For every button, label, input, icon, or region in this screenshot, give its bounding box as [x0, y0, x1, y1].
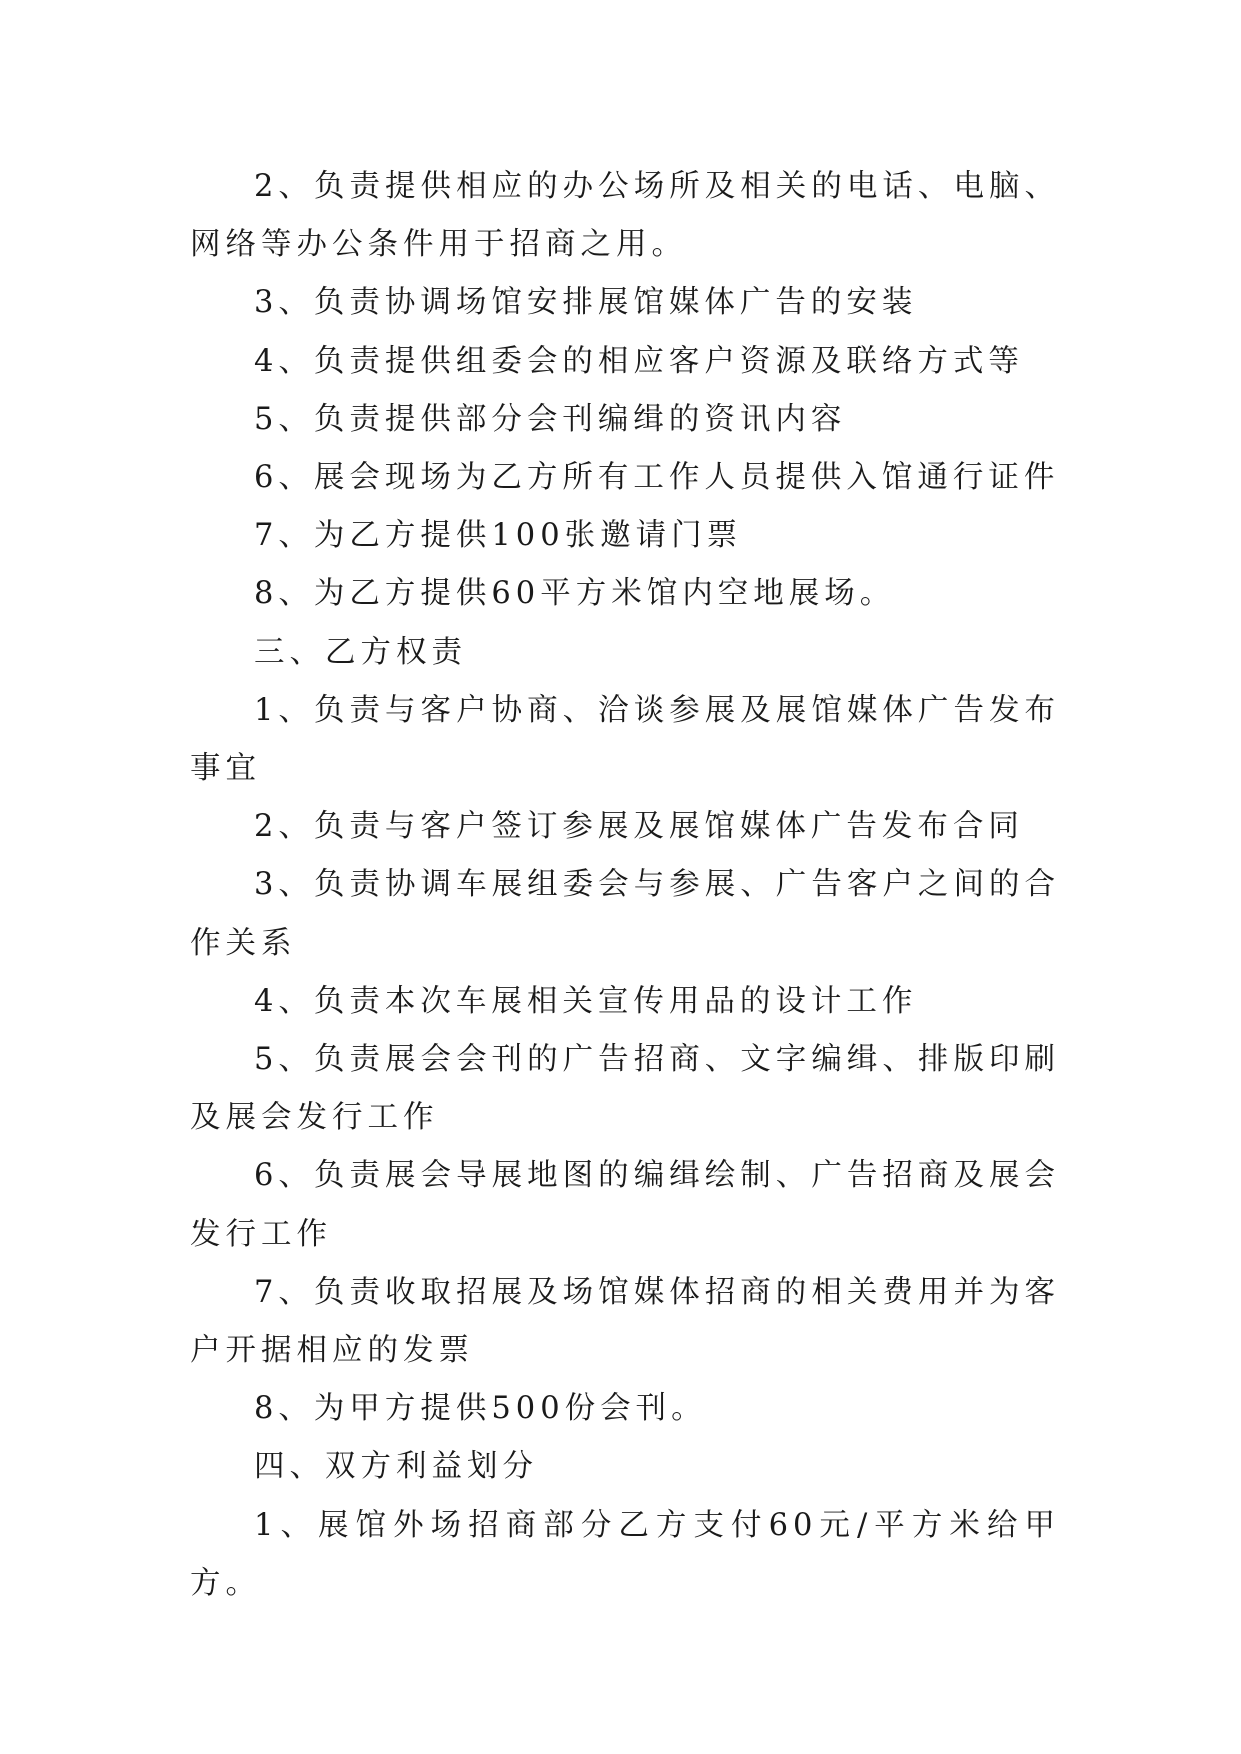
paragraph-party-a-item-4: 4、负责提供组委会的相应客户资源及联络方式等	[254, 343, 1024, 379]
paragraph-party-a-item-7: 7、为乙方提供100张邀请门票	[254, 518, 743, 554]
paragraph-party-a-item-3: 3、负责协调场馆安排展馆媒体广告的安装	[254, 285, 918, 321]
paragraph-party-a-item-5: 5、负责提供部分会刊编缉的资讯内容	[254, 401, 847, 437]
paragraph-party-b-item-5: 5、负责展会会刊的广告招商、文字编缉、排版印刷及展会发行工作	[190, 1042, 1060, 1136]
paragraph-party-b-item-4: 4、负责本次车展相关宣传用品的设计工作	[254, 983, 918, 1019]
paragraph-party-a-item-2: 2、负责提供相应的办公场所及相关的电话、电脑、网络等办公条件用于招商之用。	[190, 169, 1060, 263]
paragraph-party-b-item-6: 6、负责展会导展地图的编缉绘制、广告招商及展会发行工作	[190, 1158, 1060, 1252]
paragraph-benefit-item-1: 1、展馆外场招商部分乙方支付60元/平方米给甲方。	[190, 1507, 1060, 1601]
paragraph-party-b-item-3: 3、负责协调车展组委会与参展、广告客户之间的合作关系	[190, 867, 1060, 961]
paragraph-party-a-item-6: 6、展会现场为乙方所有工作人员提供入馆通行证件	[254, 460, 1060, 496]
section-heading-benefit-split: 四、双方利益划分	[254, 1449, 538, 1485]
paragraph-party-a-item-8: 8、为乙方提供60平方米馆内空地展场。	[254, 576, 896, 612]
paragraph-party-b-item-8: 8、为甲方提供500份会刊。	[254, 1391, 707, 1427]
section-heading-party-b: 三、乙方权责	[254, 634, 467, 670]
paragraph-party-b-item-1: 1、负责与客户协商、洽谈参展及展馆媒体广告发布事宜	[190, 692, 1060, 787]
paragraph-party-b-item-2: 2、负责与客户签订参展及展馆媒体广告发布合同	[254, 809, 1024, 845]
paragraph-party-b-item-7: 7、负责收取招展及场馆媒体招商的相关费用并为客户开据相应的发票	[190, 1274, 1060, 1369]
document-body	[190, 158, 1060, 1613]
